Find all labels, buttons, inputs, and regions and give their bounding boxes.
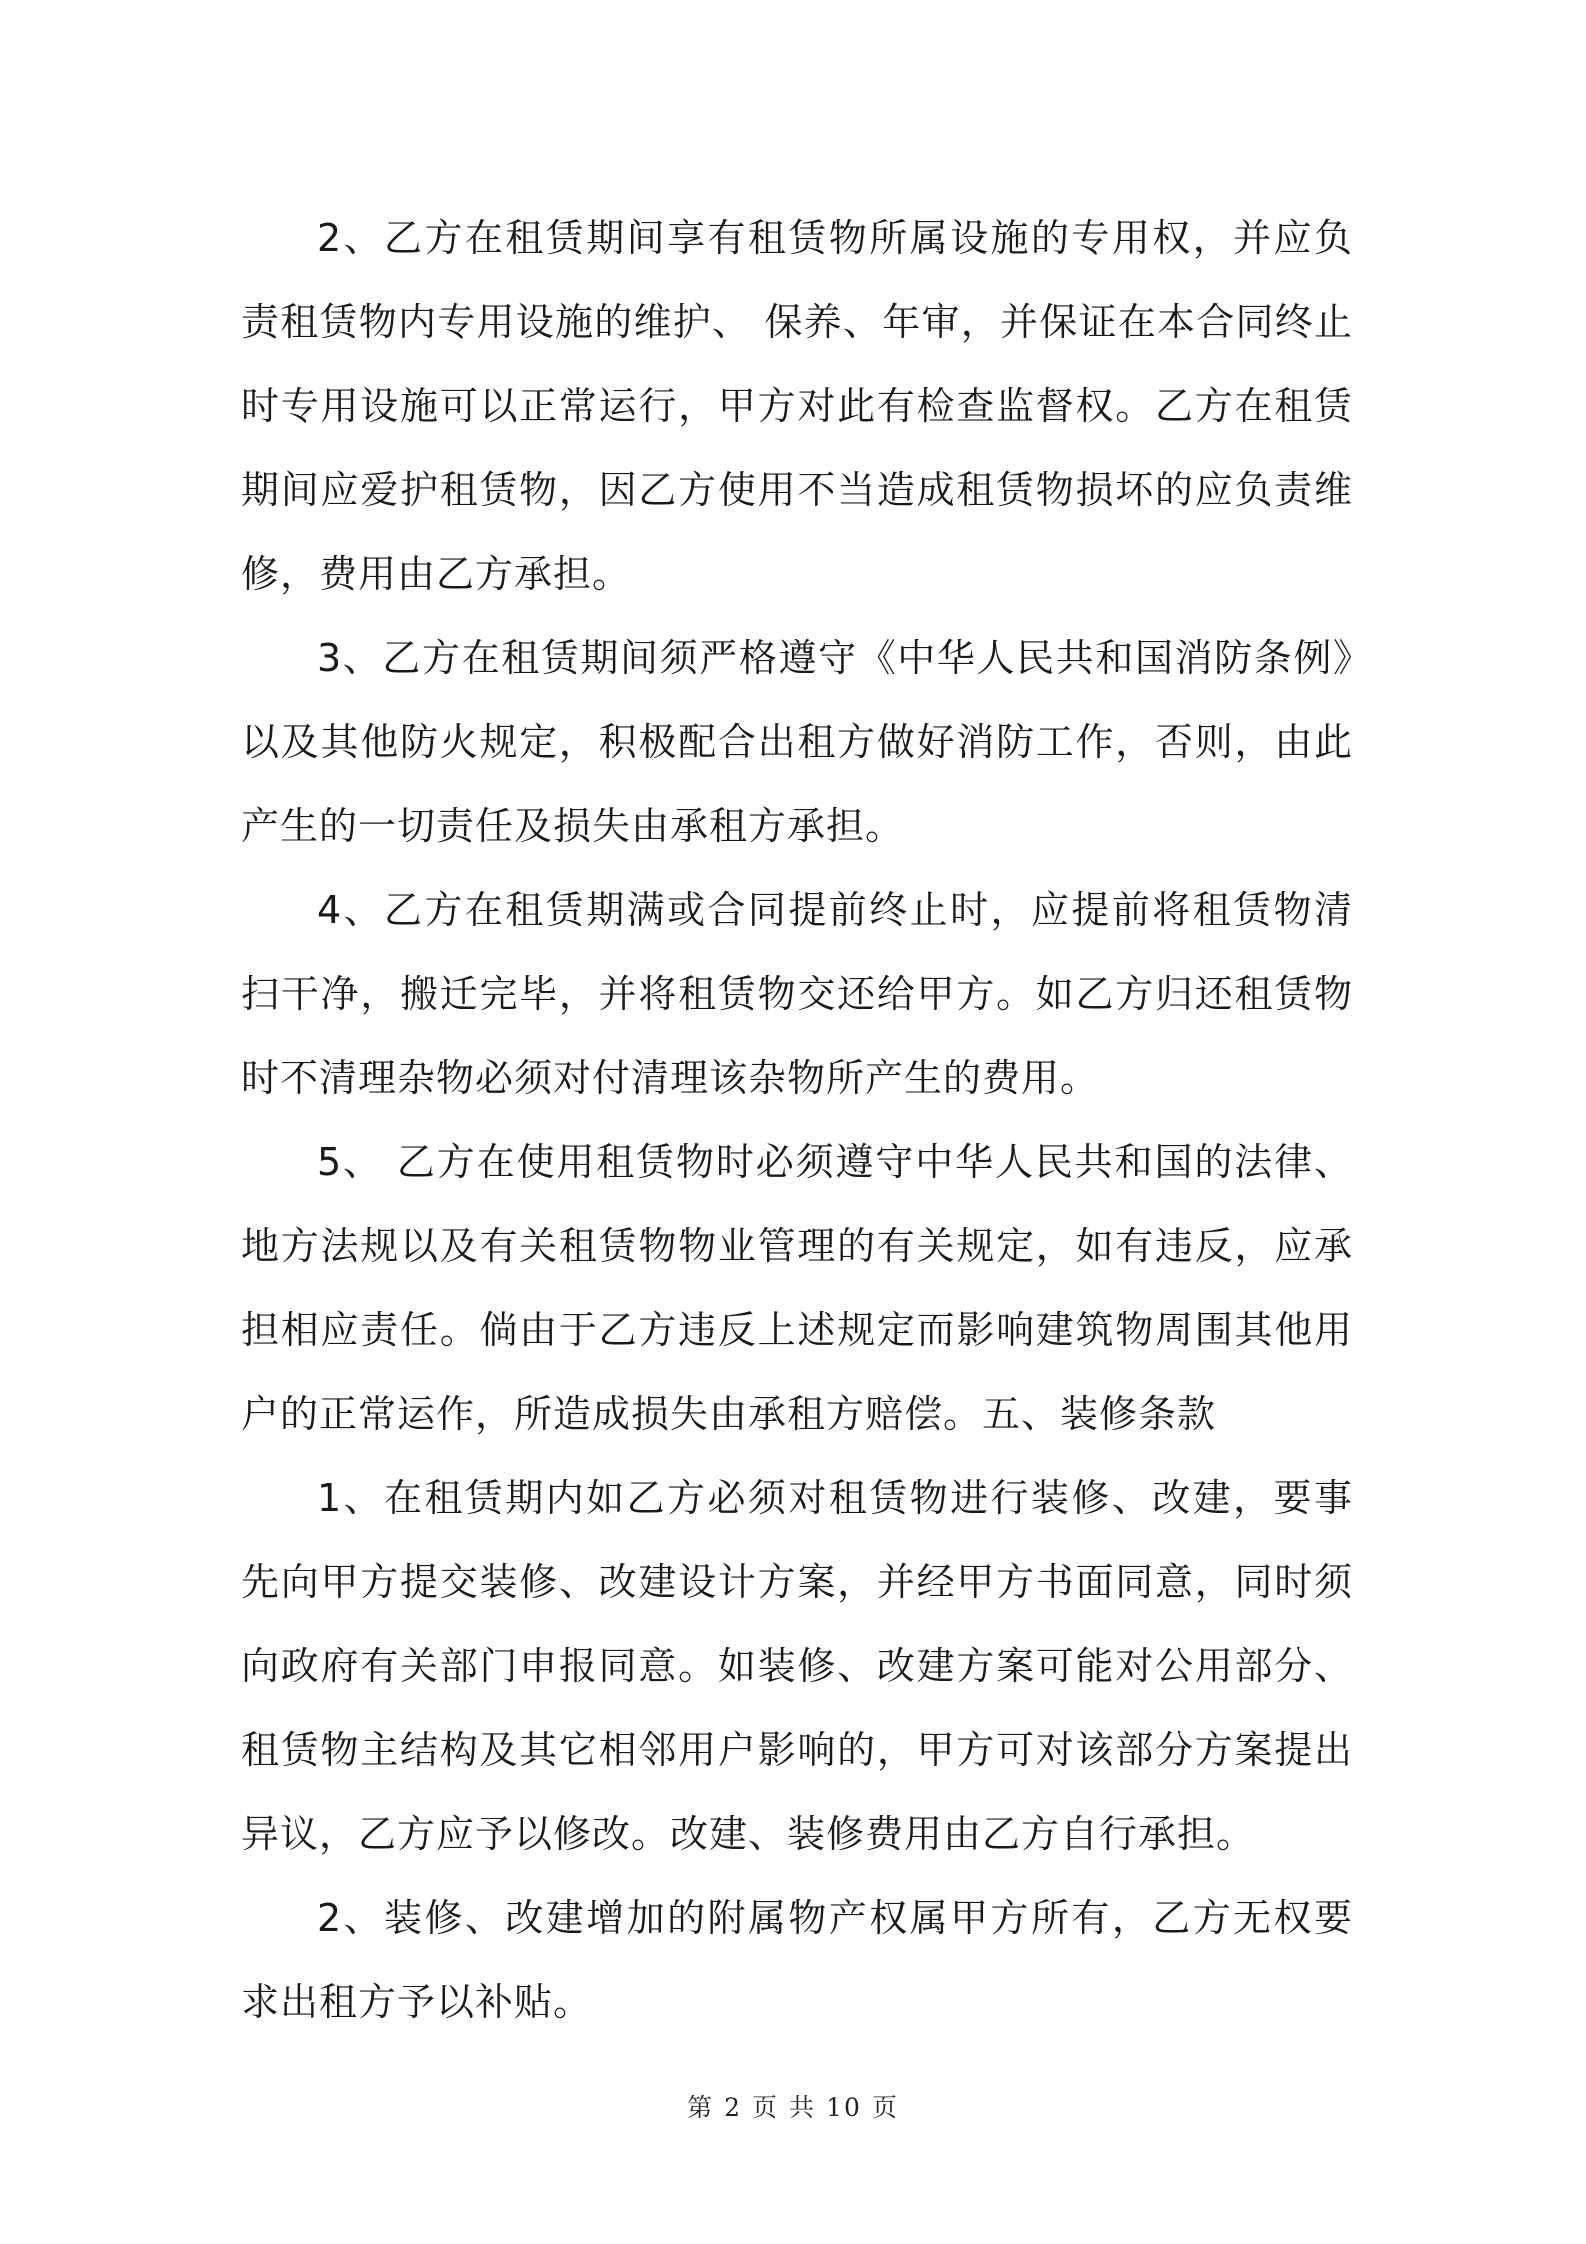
page-footer [0, 2088, 1586, 2124]
paragraph-clause-5-compliance: 5、 乙方在使用租赁物时必须遵守中华人民共和国的法律、地方法规以及有关租赁物物业管理的有关规定，如有违反，应承担相应责任。倘由于乙方违反上述规定而影响建筑物周围其他用户的正常运作，所造成损失由承租方赔偿。五、装修条款 [241, 1140, 1353, 1436]
footer-suffix: 页 [871, 2093, 899, 2122]
footer-current-page: 2 [724, 2093, 743, 2122]
footer-total-prefix: 共 [789, 2093, 817, 2122]
paragraph-clause-2-maintenance: 2、乙方在租赁期间享有租赁物所属设施的专用权，并应负责租赁物内专用设施的维护、 保养、年审，并保证在本合同终止时专用设施可以正常运行，甲方对此有检查监督权。乙方在租赁期间应爱护租赁物，因乙方使用不当造成租赁物损坏的应负责维修，费用由乙方承担。 [241, 216, 1353, 596]
paragraph-renovation-clause-2: 2、装修、改建增加的附属物产权属甲方所有，乙方无权要求出租方予以补贴。 [241, 1896, 1353, 2024]
paragraph-renovation-clause-1: 1、在租赁期内如乙方必须对租赁物进行装修、改建，要事先向甲方提交装修、改建设计方案，并经甲方书面同意，同时须向政府有关部门申报同意。如装修、改建方案可能对公用部分、租赁物主结构及其它相邻用户影响的，甲方可对该部分方案提出异议，乙方应予以修改。改建、装修费用由乙方自行承担。 [241, 1476, 1353, 1856]
paragraph-clause-3-fire-safety: 3、乙方在租赁期间须严格遵守《中华人民共和国消防条例》以及其他防火规定，积极配合出租方做好消防工作，否则，由此产生的一切责任及损失由承租方承担。 [241, 636, 1353, 848]
footer-page-word: 页 [752, 2093, 780, 2122]
footer-prefix: 第 [687, 2093, 715, 2122]
document-body [241, 196, 1353, 2044]
paragraph-clause-4-return: 4、乙方在租赁期满或合同提前终止时，应提前将租赁物清扫干净，搬迁完毕，并将租赁物交还给甲方。如乙方归还租赁物时不清理杂物必须对付清理该杂物所产生的费用。 [241, 888, 1353, 1100]
footer-total-pages: 10 [826, 2093, 862, 2122]
